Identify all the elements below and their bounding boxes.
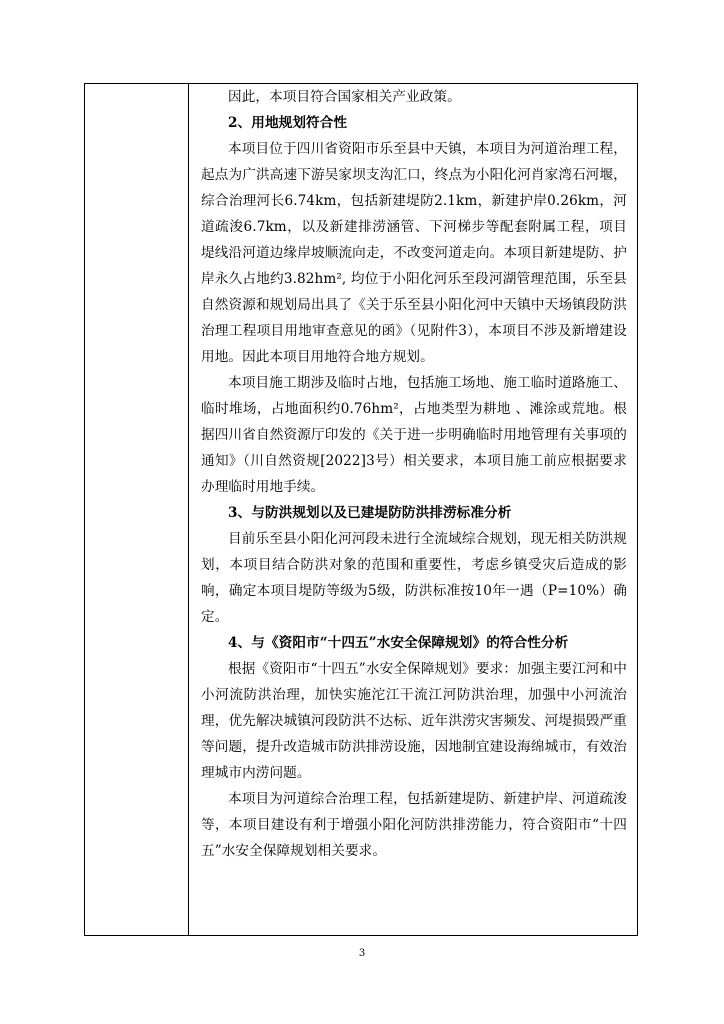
table-content-cell [201, 84, 627, 864]
page-number: 3 [358, 948, 366, 959]
heading-land-use-planning: 2、用地规划符合性 [228, 115, 348, 131]
paragraph-project-compliance: 本项目为河道综合治理工程，包括新建堤防、新建护岸、河道疏浚等，本项目建设有利于增强小阳化河防洪排涝能力，符合资阳市“十四五”水安全保障规划相关要求。 [201, 791, 627, 859]
paragraph-project-location: 本项目位于四川省资阳市乐至县中天镇，本项目为河道治理工程，起点为广洪高速下游吴家坝支沟汇口，终点为小阳化河肖家湾石河堰，综合治理河长6.74km，包括新建堤防2.1km，新建护岸0.26km，河道疏浚6.7km，以及新建排涝涵管、下河梯步等配套附属工程，项目堤线沿河道边缘岸坡顺流向走，不改变河道走向。本项目新建堤防、护岸永久占地约3.82hm², 均位于小阳化河乐至段河湖管理范围，乐至县自然资源和规划局出具了《关于乐至县小阳化河中天镇中天场镇段防洪治理工程项目用地审查意见的函》（见附件3），本项目不涉及新增建设用地。因此本项目用地符合地方规划。 [201, 141, 627, 365]
heading-flood-control-planning: 3、与防洪规划以及已建堤防防洪排涝标准分析 [228, 505, 512, 521]
content-table [84, 83, 638, 936]
paragraph-policy-conclusion: 因此，本项目符合国家相关产业政策。 [228, 89, 461, 105]
heading-water-security-plan: 4、与《资阳市“十四五”水安全保障规划》的符合性分析 [228, 635, 569, 651]
paragraph-flood-standard: 目前乐至县小阳化河河段未进行全流域综合规划，现无相关防洪规划，本项目结合防洪对象的范围和重要性，考虑乡镇受灾后造成的影响，确定本项目堤防等级为5级，防洪标准按10年一遇（P=10%）确定。 [201, 531, 627, 625]
paragraph-temporary-land: 本项目施工期涉及临时占地，包括施工场地、施工临时道路施工、临时堆场，占地面积约0.76hm²，占地类型为耕地 、滩涂或荒地。根据四川省自然资源厅印发的《关于进一步明确临时用地管理有关事项的通知》（川自然资规[2022]3号）相关要求，本项目施工前应根据要求办理临时用地手续。 [201, 375, 627, 495]
table-left-column [85, 84, 189, 935]
paragraph-water-security-requirements: 根据《资阳市“十四五”水安全保障规划》要求：加强主要江河和中小河流防洪治理，加快实施沱江干流江河防洪治理，加强中小河流治理，优先解决城镇河段防洪不达标、近年洪涝灾害频发、河堤损毁严重等问题，提升改造城市防洪排涝设施，因地制宜建设海绵城市，有效治理城市内涝问题。 [201, 661, 627, 781]
